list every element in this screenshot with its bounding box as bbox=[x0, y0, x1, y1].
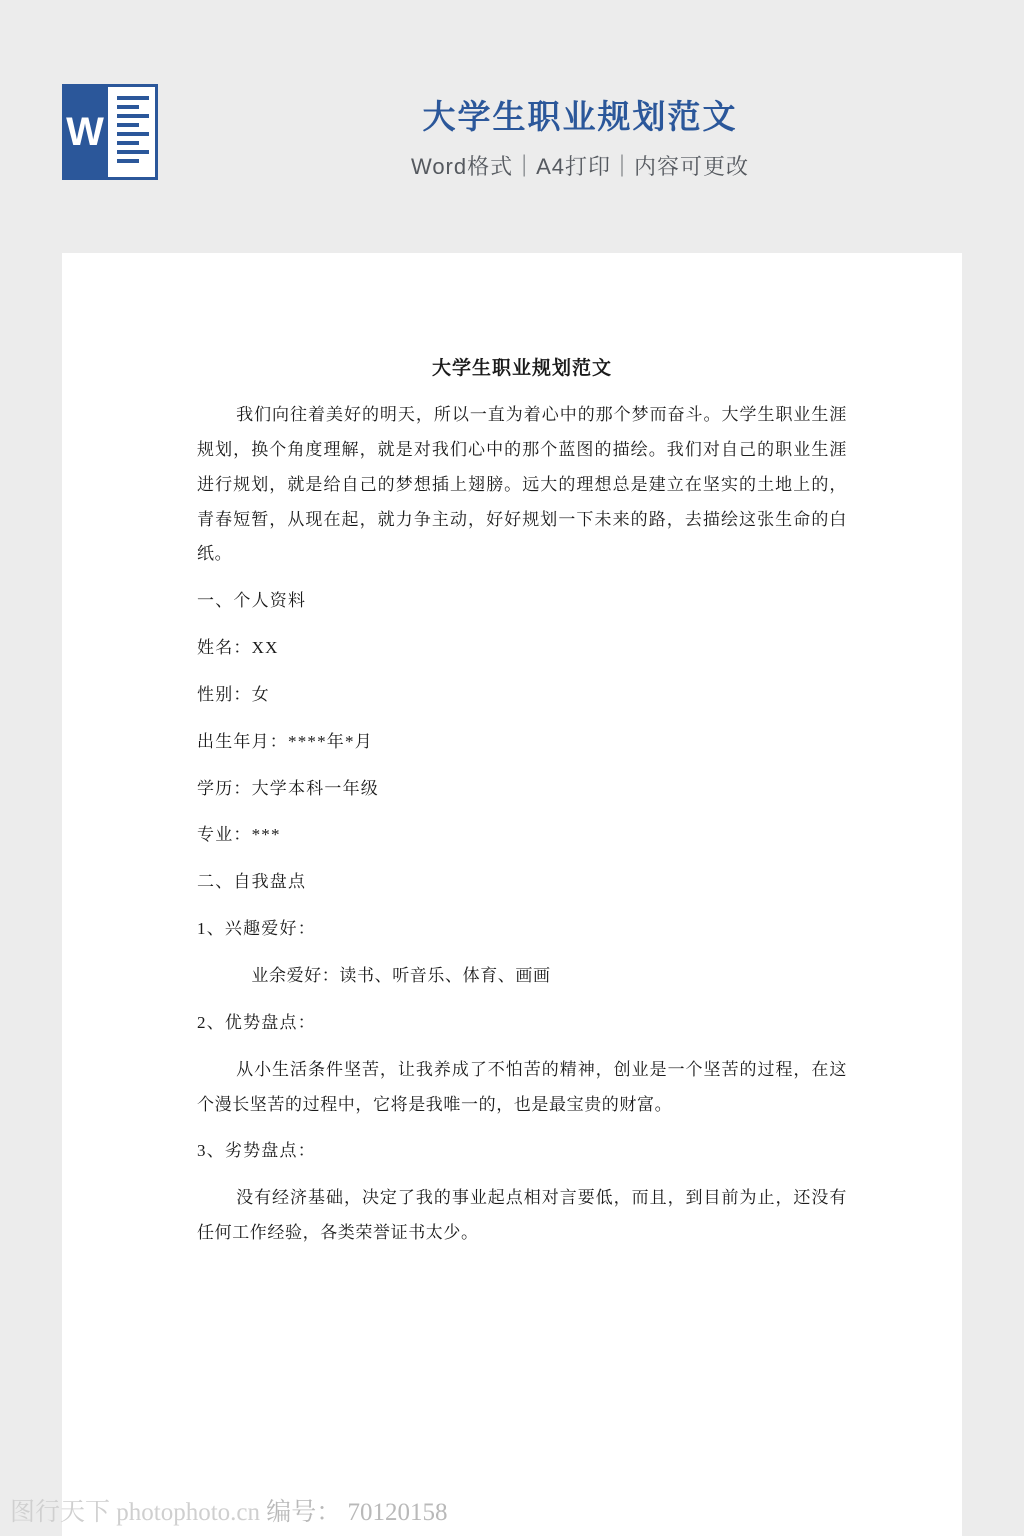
word-logo-letter: W bbox=[66, 110, 104, 154]
document-section-heading: 一、个人资料 bbox=[197, 591, 307, 611]
document-section-heading: 二、自我盘点 bbox=[197, 872, 307, 892]
document-field-name: 姓名：XX bbox=[197, 638, 279, 658]
page-subtitle: Word格式｜A4打印｜内容可更改 bbox=[410, 153, 750, 179]
watermark-site: 图行天下 photophoto.cn bbox=[10, 1499, 260, 1526]
document-subheading-strengths: 2、优势盘点： bbox=[197, 1012, 316, 1032]
word-logo-letter-block bbox=[62, 84, 108, 180]
document-field-education: 学历：大学本科一年级 bbox=[197, 778, 379, 798]
page-title: 大学生职业规划范文 bbox=[422, 98, 738, 135]
document-title: 大学生职业规划范文 bbox=[431, 358, 612, 379]
document-field-major: 专业：*** bbox=[197, 825, 281, 845]
header-banner bbox=[0, 0, 1024, 253]
document-subheading-weaknesses: 3、劣势盘点： bbox=[197, 1141, 316, 1161]
document-field-gender: 性别：女 bbox=[197, 684, 270, 704]
document-subheading-hobbies: 1、兴趣爱好： bbox=[197, 919, 316, 939]
document-field-birthdate: 出生年月：****年*月 bbox=[197, 731, 373, 751]
document-body bbox=[197, 353, 847, 1263]
document-page bbox=[62, 253, 962, 1536]
word-document-icon bbox=[62, 84, 158, 180]
footer-watermark-bar bbox=[0, 1490, 1024, 1536]
document-paragraph: 从小生活条件坚苦，让我养成了不怕苦的精神，创业是一个坚苦的过程，在这个漫长坚苦的过程中，它将是我唯一的，也是最宝贵的财富。 bbox=[197, 1059, 847, 1114]
word-logo-text-lines-icon bbox=[117, 96, 149, 168]
header-text-group bbox=[180, 96, 980, 181]
watermark-code: 编号： 70120158 bbox=[266, 1499, 448, 1526]
document-paragraph: 没有经济基础，决定了我的事业起点相对言要低，而且，到目前为止，还没有任何工作经验，各类荣誉证书太少。 bbox=[197, 1188, 847, 1243]
document-paragraph: 我们向往着美好的明天，所以一直为着心中的那个梦而奋斗。大学生职业生涯规划，换个角度理解，就是对我们心中的那个蓝图的描绘。我们对自己的职业生涯进行规划，就是给自己的梦想插上翅膀。远大的理想总是建立在坚实的土地上的，青春短暂，从现在起，就力争主动，好好规划一下未来的路，去描绘这张生命的白纸。 bbox=[197, 405, 847, 564]
watermark bbox=[10, 1492, 448, 1528]
document-paragraph: 业余爱好：读书、听音乐、体育、画画 bbox=[251, 965, 551, 985]
